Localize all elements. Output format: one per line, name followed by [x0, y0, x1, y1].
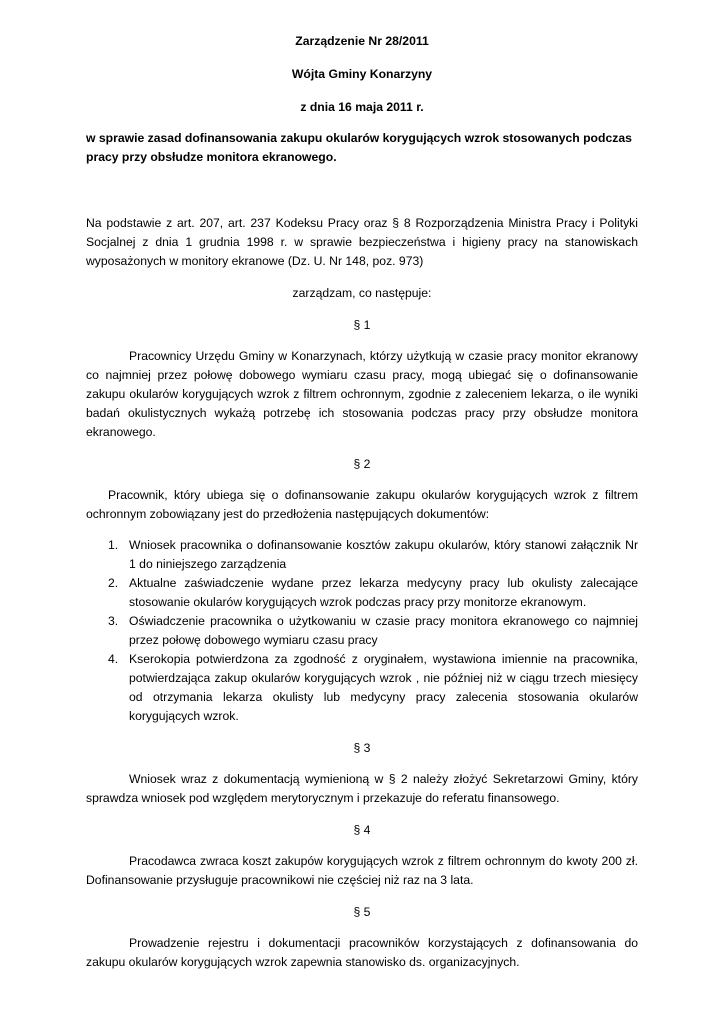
- list-item-text: Kserokopia potwierdzona za zgodność z oryginałem, wystawiona imiennie na pracownika, potwierdzająca zakup okularów korygujących wzrok , nie później niż w ciągu trzech miesięcy od otrzymania lekarza okulisty lub medycyny pracy zalecenia stosowania okularów korygujących wzrok.: [129, 652, 638, 723]
- section-mark-2: § 2: [353, 457, 371, 471]
- list-item-number: 4.: [108, 652, 119, 666]
- list-item-number: 1.: [108, 538, 119, 552]
- document-subject: w sprawie zasad dofinansowania zakupu okularów korygujących wzrok stosowanych podczas pracy przy obsłudze monitora ekranowego.: [86, 131, 632, 164]
- list-item: [86, 650, 638, 726]
- section-mark-3: § 3: [353, 741, 371, 755]
- document-title: Zarządzenie Nr 28/2011: [295, 34, 429, 48]
- list-item: [86, 574, 638, 612]
- list-item-number: 2.: [108, 576, 119, 590]
- list-item-text: Oświadczenie pracownika o użytkowaniu w czasie pracy monitora ekranowego co najmniej przez połowę dobowego wymiaru czasu pracy: [129, 614, 638, 647]
- required-documents-list: [86, 536, 638, 726]
- document-date: z dnia 16 maja 2011 r.: [300, 100, 424, 114]
- decree-statement: zarządzam, co następuje:: [292, 286, 432, 300]
- section-text-4: Pracodawca zwraca koszt zakupów korygujących wzrok z filtrem ochronnym do kwoty 200 zł. Dofinansowanie przysługuje pracownikowi nie częściej niż raz na 3 lata.: [86, 854, 638, 887]
- section-text-1: Pracownicy Urzędu Gminy w Konarzynach, którzy użytkują w czasie pracy monitor ekranowy co najmniej przez połowę dobowego wymiaru czasu pracy, mogą ubiegać się o dofinansowanie zakupu okularów korygujących wzrok z filtrem ochronnym, zgodnie z zaleceniem lekarza, o ile wyniki badań okulistycznych wykażą potrzebę ich stosowania podczas pracy przy obsłudze monitora ekranowego.: [86, 349, 638, 439]
- section-text-5: Prowadzenie rejestru i dokumentacji pracowników korzystających z dofinansowania do zakupu okularów korygujących wzrok zapewnia stanowisko ds. organizacyjnych.: [86, 936, 638, 969]
- list-item-number: 3.: [108, 614, 119, 628]
- document-authority: Wójta Gminy Konarzyny: [291, 67, 433, 81]
- section-text-3: Wniosek wraz z dokumentacją wymienioną w § 2 należy złożyć Sekretarzowi Gminy, który sprawdza wniosek pod względem merytorycznym i przekazuje do referatu finansowego.: [86, 772, 638, 805]
- list-item-text: Wniosek pracownika o dofinansowanie kosztów zakupu okularów, który stanowi załącznik Nr 1 do niniejszego zarządzenia: [129, 538, 638, 571]
- section-mark-5: § 5: [353, 905, 371, 919]
- section-mark-1: § 1: [353, 318, 371, 332]
- list-item: [86, 612, 638, 650]
- section-mark-4: § 4: [353, 823, 371, 837]
- legal-basis: Na podstawie z art. 207, art. 237 Kodeksu Pracy oraz § 8 Rozporządzenia Ministra Pracy i Polityki Socjalnej z dnia 1 grudnia 1998 r. w sprawie bezpieczeństwa i higieny pracy na stanowiskach wyposażonych w monitory ekranowe (Dz. U. Nr 148, poz. 973): [86, 216, 638, 268]
- section-text-2: Pracownik, który ubiega się o dofinansowanie zakupu okularów korygujących wzrok z filtrem ochronnym zobowiązany jest do przedłożenia następujących dokumentów:: [86, 488, 638, 521]
- list-item-text: Aktualne zaświadczenie wydane przez lekarza medycyny pracy lub okulisty zalecające stosowanie okularów korygujących wzrok podczas pracy przy monitorze ekranowym.: [129, 576, 638, 609]
- list-item: [86, 536, 638, 574]
- document-body: [86, 30, 638, 972]
